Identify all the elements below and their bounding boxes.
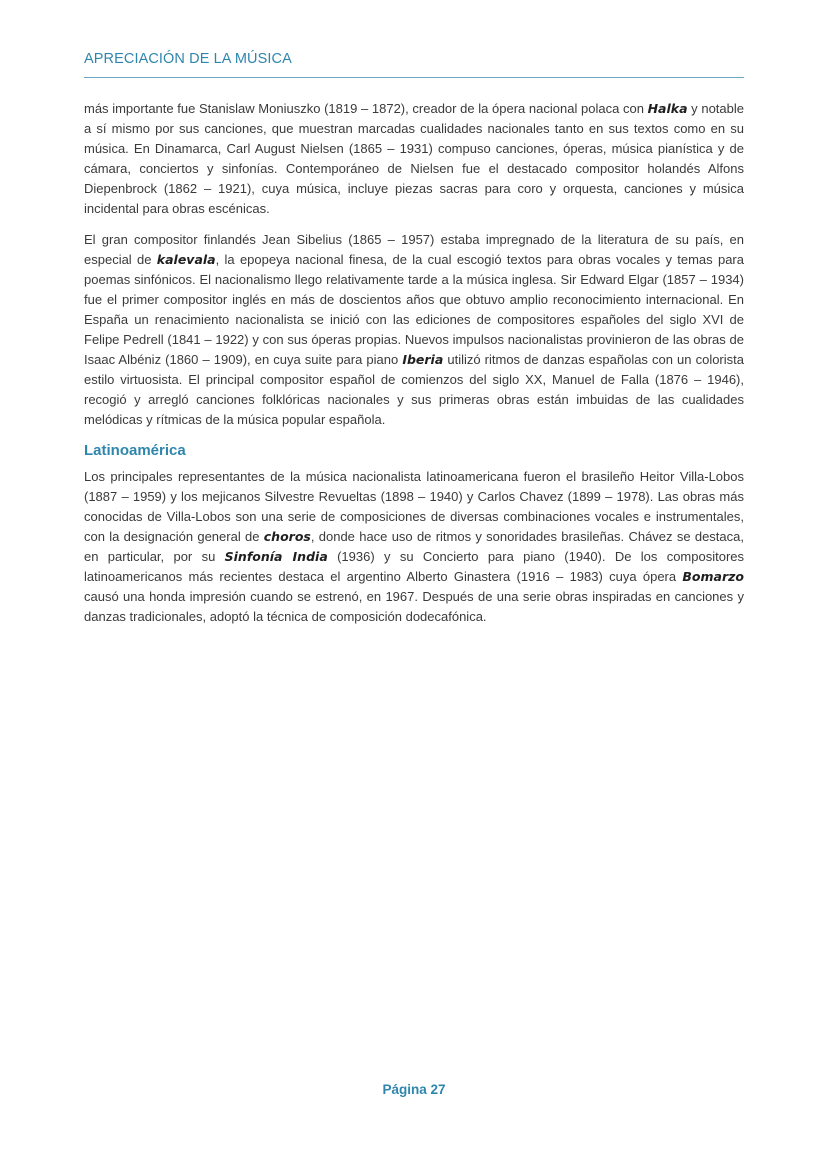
work-title-iberia: Iberia [402, 352, 444, 367]
header-title: APRECIACIÓN DE LA MÚSICA [84, 51, 292, 67]
page-number: Página 27 [382, 1082, 446, 1097]
work-title-sinfonia-india: Sinfonía India [224, 549, 328, 564]
paragraph-latinoamerica [84, 467, 744, 627]
section-heading-latinoamerica: Latinoamérica [84, 442, 186, 459]
paragraph-text: más importante fue Stanislaw Moniuszko (1819 – 1872), creador de la ópera nacional polaca con [84, 101, 648, 116]
paragraph-sibelius-spain [84, 230, 744, 430]
page-body [84, 99, 744, 638]
paragraph-text: Los principales representantes de la música nacionalista latinoamericana fueron el brasileño Heitor Villa-Lobos (1887 – 1959) y los mejicanos Silvestre Revueltas (1898 – 1940) y Carlos Chavez (1899 – 1978). Las obras más conocidas de Villa-Lobos son una serie de composiciones de diversas combinaciones vocales e instrumentales, con la designación general de [84, 469, 744, 544]
paragraph-moniuszko-nielsen [84, 99, 744, 219]
header-divider [84, 77, 744, 78]
paragraph-text: causó una honda impresión cuando se estrenó, en 1967. Después de una serie obras inspiradas en canciones y danzas tradicionales, adoptó la técnica de composición dodecafónica. [84, 589, 744, 624]
work-title-choros: choros [263, 529, 311, 544]
work-title-bomarzo: Bomarzo [682, 569, 744, 584]
paragraph-text: utilizó ritmos de danzas españolas con un colorista estilo virtuosista. El principal compositor español de comienzos del siglo XX, Manuel de Falla (1876 – 1946), recogió y arregló canciones folklóricas nacionales y sus primeras obras están imbuidas de las cualidades melódicas y rítmicas de la música popular española. [84, 352, 744, 427]
paragraph-text: , donde hace uso de ritmos y sonoridades brasileñas. Chávez se destaca, en particular, por su [84, 529, 744, 564]
paragraph-text: , la epopeya nacional finesa, de la cual escogió textos para obras vocales y temas para poemas sinfónicos. El nacionalismo llego relativamente tarde a la música inglesa. Sir Edward Elgar (1857 – 1934) fue el primer compositor inglés en más de doscientos años que obtuvo amplio reconocimiento internacional. En España un renacimiento nacionalista se inició con las ediciones de compositores españoles del siglo XVI de Felipe Pedrell (1841 – 1922) y con sus óperas propias. Nuevos impulsos nacionalistas provinieron de las obras de Isaac Albéniz (1860 – 1909), en cuya suite para piano [84, 252, 744, 367]
work-title-halka: Halka [647, 101, 688, 116]
page-header [84, 50, 744, 68]
paragraph-text: y notable a sí mismo por sus canciones, que muestran marcadas cualidades nacionales tanto en sus textos como en su música. En Dinamarca, Carl August Nielsen (1865 – 1931) compuso canciones, óperas, música pianística y de cámara, conciertos y sinfonías. Contemporáneo de Nielsen fue el destacado compositor holandés Alfons Diepenbrock (1862 – 1921), cuya música, incluye piezas sacras para coro y orquesta, canciones y música incidental para obras escénicas. [84, 101, 744, 216]
paragraph-text: El gran compositor finlandés Jean Sibelius (1865 – 1957) estaba impregnado de la literatura de su país, en especial de [84, 232, 744, 267]
paragraph-text: (1936) y su Concierto para piano (1940). De los compositores latinoamericanos más recientes destaca el argentino Alberto Ginastera (1916 – 1983) cuya ópera [84, 549, 745, 584]
work-title-kalevala: kalevala [156, 252, 216, 267]
